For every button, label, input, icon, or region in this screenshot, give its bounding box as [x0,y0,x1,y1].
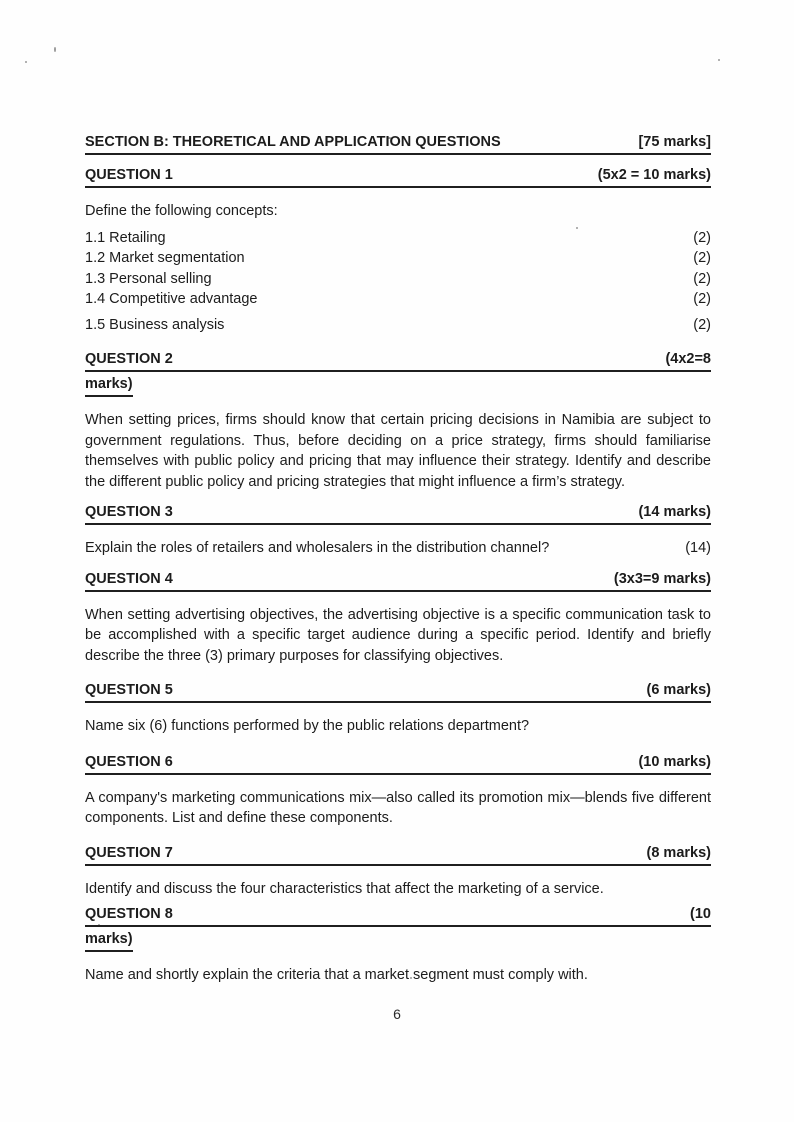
section-marks: [75 marks] [638,134,711,150]
question-3 [85,504,711,559]
page-number: 6 [393,1006,401,1022]
question-marks: (6 marks) [646,682,711,698]
item-text: 1.2 Market segmentation [85,250,245,266]
question-1 [85,167,711,335]
question-1-header [85,167,711,188]
item-marks: (2) [693,316,711,333]
question-1-items [85,228,711,336]
list-item [85,228,711,249]
document-content [85,134,711,986]
question-5-header [85,682,711,703]
item-text: 1.3 Personal selling [85,270,212,287]
question-7 [85,845,711,900]
question-text: Explain the roles of retailers and wholesalers in the distribution channel? [85,540,550,556]
question-2-header [85,351,711,372]
question-label: QUESTION 6 [85,753,173,770]
item-text: 1.1 Retailing [85,229,166,246]
question-8-body: Name and shortly explain the criteria that a market segment must comply with. [85,967,588,983]
question-label: QUESTION 3 [85,504,173,520]
question-marks: (3x3=9 marks) [613,570,711,587]
list-item [85,269,711,290]
question-5-body: Name six (6) functions performed by the public relations department? [85,718,530,734]
question-label: QUESTION 8 [85,906,173,922]
inline-marks: (14) [685,540,711,556]
question-7-body: Identify and discuss the four characteristics that affect the marketing of a service. [85,880,604,897]
question-label: QUESTION 7 [85,844,173,861]
section-b-header [85,134,711,155]
question-6 [85,754,711,829]
question-3-header [85,504,711,525]
question-label: QUESTION 5 [85,682,173,698]
scan-speck [54,47,56,52]
question-marks: (8 marks) [646,844,711,861]
section-title: SECTION B: THEORETICAL AND APPLICATION QUESTIONS [85,134,501,150]
question-8-marks-wrap: marks) [85,931,711,952]
question-2-body: When setting prices, firms should know that certain pricing decisions in Namibia are subject to government regulations. Thus, before deciding on a price strategy, firms should familiarise themselves with public policy and pricing that may influence their strategy. Identify and describe the different public policy and pricing strategies that might influence a firm’s strategy. [85,412,711,490]
question-6-header [85,754,711,775]
question-6-body: A company's marketing communications mix—also called its promotion mix—blends five different components. List and define these components. [85,789,711,826]
question-4-body: When setting advertising objectives, the advertising objective is a specific communication task to be accomplished with a specific target audience during a specific period. Identify and briefly describe the three (3) primary purposes for classifying objectives. [85,606,711,664]
question-marks: (10 marks) [638,753,711,770]
question-4-header [85,571,711,592]
item-marks: (2) [693,229,711,246]
question-label: QUESTION 1 [85,167,173,183]
list-item [85,315,711,336]
scan-speck [718,59,720,61]
question-2 [85,351,711,492]
list-item [85,289,711,310]
list-item [85,248,711,269]
item-marks: (2) [693,250,711,266]
question-marks: (4x2=8 [665,351,711,367]
question-4 [85,571,711,667]
question-label: QUESTION 2 [85,351,173,367]
question-marks: (5x2 = 10 marks) [597,167,711,183]
item-marks: (2) [693,270,711,287]
question-3-body [85,538,711,559]
item-text: 1.4 Competitive advantage [85,291,258,307]
question-marks: (14 marks) [638,504,711,520]
question-label: QUESTION 4 [85,570,173,587]
question-5 [85,682,711,737]
item-marks: (2) [693,291,711,307]
question-1-intro: Define the following concepts: [85,203,278,219]
question-marks: (10 [690,906,711,922]
question-8-header [85,906,711,927]
question-2-marks-wrap: marks) [85,376,711,397]
scan-speck [25,61,27,63]
question-8 [85,906,711,986]
question-7-header [85,845,711,866]
item-text: 1.5 Business analysis [85,316,225,333]
